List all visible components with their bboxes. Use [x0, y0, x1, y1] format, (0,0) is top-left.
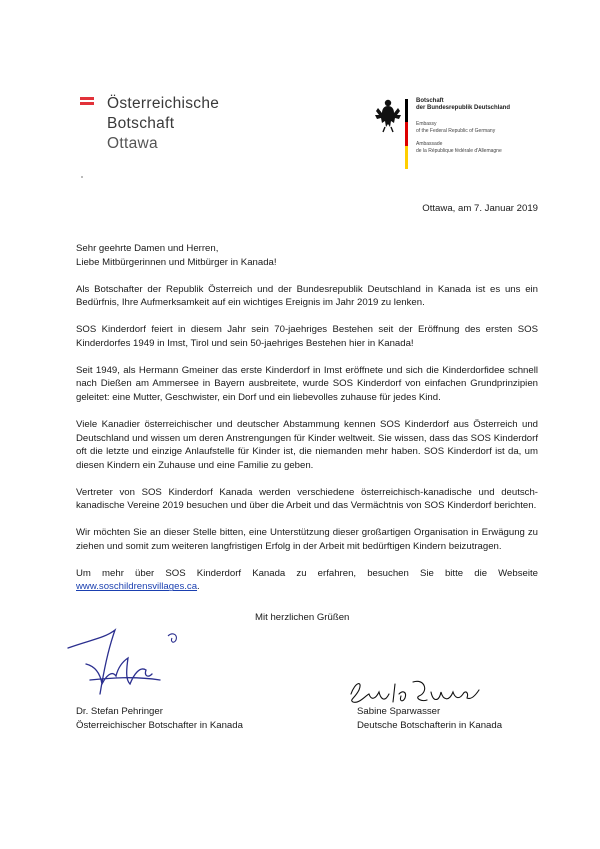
austrian-ambassador-signature [60, 620, 190, 700]
germany-logo-title1: Botschaft [416, 98, 444, 104]
german-flag-bar-icon [405, 99, 408, 169]
paragraph-4: Viele Kanadier österreichischer und deutscher Abstammung kennen SOS Kinderdorf aus Österreich und Deutschland und wissen um deren Anstrengungen für Kinder weltweit. Sie wissen, dass das SOS Kinderdorf oft die letzte und einzige Anlaufstelle für Kinder ist, die niemanden mehr haben. SOS Kinderdorf ist da, um diesen Kindern ein Zuhause und eine Familie zu geben. [76, 418, 538, 471]
paragraph-5: Vertreter von SOS Kinderdorf Kanada werden verschiedene österreichisch-kanadische und deutsch-kanadische Vereine 2019 besuchen und über die Arbeit und das Vermächtnis von SOS Kinderdorf berichten. [76, 486, 538, 512]
paragraph-7-text: Um mehr über SOS Kinderdorf Kanada zu erfahren, besuchen Sie bitte die Webseite [76, 567, 538, 579]
german-embassy-logo [371, 97, 541, 177]
germany-logo-english1: Embassy [416, 121, 437, 127]
margin-mark [81, 176, 83, 178]
federal-eagle-icon [373, 97, 403, 133]
austrian-flag-icon [80, 97, 94, 107]
austrian-signatory-title: Österreichischer Botschafter in Kanada [76, 719, 243, 731]
paragraph-3: Seit 1949, als Hermann Gmeiner das erste Kinderdorf in Imst eröffnete und sich die Kinderdorfidee schnell nach Dießen am Ammersee in Bayern ausbreitete, wurde SOS Kinderdorf von einfachen Grundprinzipien geleitet: eine Mutter, Geschwister, ein Dorf und ein liebevolles zuhause für jedes Kind. [76, 364, 538, 403]
salutation-line2: Liebe Mitbürgerinnen und Mitbürger in Kanada! [76, 256, 277, 268]
website-link[interactable]: www.soschildrensvillages.ca [76, 581, 198, 593]
paragraph-7 [76, 567, 538, 594]
salutation-line1: Sehr geehrte Damen und Herren, [76, 243, 219, 254]
austria-logo-city: Ottawa [107, 135, 158, 152]
letter-body [76, 242, 538, 607]
paragraph-1: Als Botschafter der Republik Österreich und der Bundesrepublik Deutschland in Kanada ist es uns ein Bedürfnis, Ihre Aufmerksamkeit auf ein wichtiges Ereignis im Jahr 2019 zu lenken. [76, 283, 538, 309]
paragraph-2: SOS Kinderdorf feiert in diesem Jahr sein 70-jaehriges Bestehen seit der Eröffnung des ersten SOS Kinderdorfes 1949 in Imst, Tirol und sein 50-jaehriges Bestehen hier in Kanada! [76, 324, 538, 349]
german-signatory [357, 705, 502, 732]
austria-logo-line2: Botschaft [107, 115, 175, 132]
paragraph-7-end: . [197, 581, 200, 593]
paragraph-6: Wir möchten Sie an dieser Stelle bitten, eine Unterstützung dieser großartigen Organisation in Erwägung zu ziehen und somit zum weiteren langfristigen Erfolg in der Arbeit mit bedürftigen Kindern beizutragen. [76, 527, 538, 552]
closing-greeting: Mit herzlichen Grüßen [255, 612, 350, 623]
germany-logo-title2: der Bundesrepublik Deutschland [416, 105, 511, 111]
salutation [76, 242, 538, 269]
germany-logo-french2: de la République fédérale d'Allemagne [416, 147, 502, 154]
austrian-signatory-name: Dr. Stefan Pehringer [76, 706, 163, 717]
germany-logo-english2: of the Federal Republic of Germany [416, 127, 496, 134]
austrian-signatory [76, 705, 243, 732]
letter-date: Ottawa, am 7. Januar 2019 [422, 203, 538, 214]
german-signatory-title: Deutsche Botschafterin in Kanada [357, 719, 503, 731]
german-signatory-name: Sabine Sparwasser [357, 706, 441, 717]
austria-logo-line1: Österreichische [107, 95, 220, 112]
germany-logo-french1: Ambassade [416, 141, 443, 147]
